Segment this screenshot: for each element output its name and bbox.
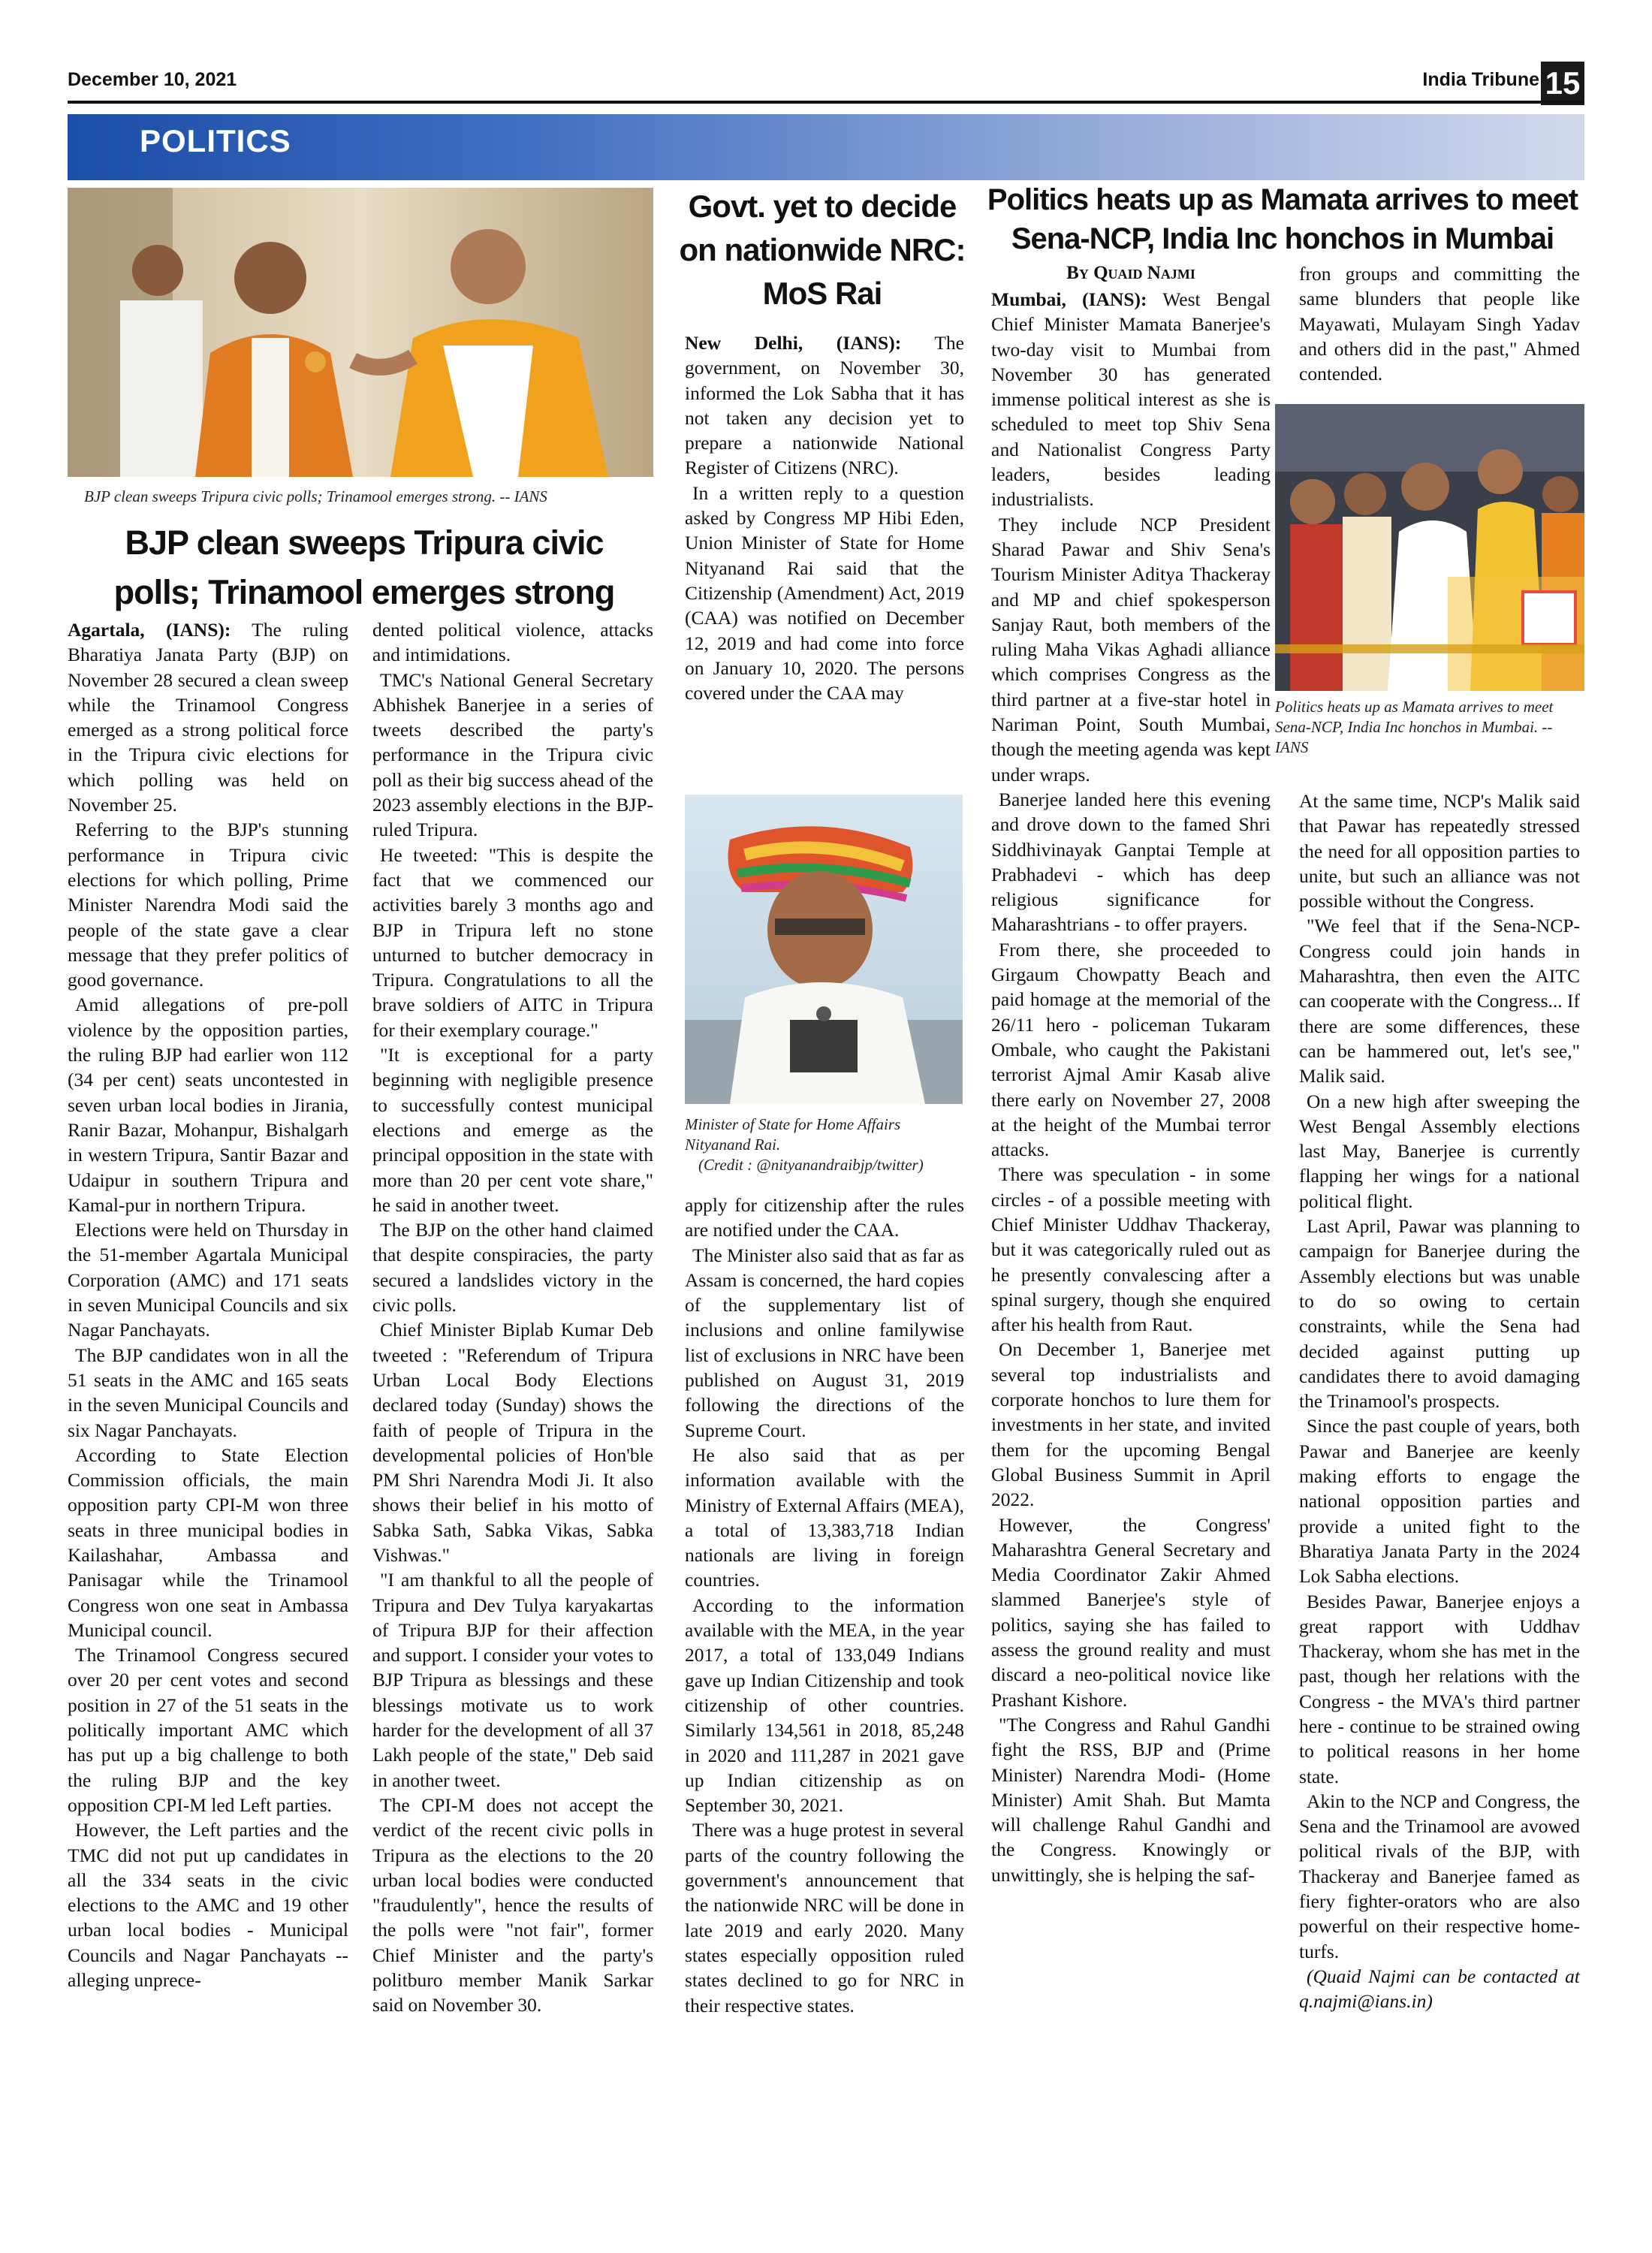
publication-name: India Tribune — [1422, 69, 1539, 90]
tripura-para: The BJP on the other hand claimed that despite conspiracies, the party secured a landslides victory in the civic polls. — [372, 1219, 653, 1317]
mamata-para: From there, she proceeded to Girgaum Chowpatty Beach and paid homage at the memorial of the 26/11 hero - policeman Tukaram Ombale, who caught the Pakistani terrorist Ajmal Amir Kasab alive there early on November 27, 2008 at the height of the Mumbai terror attacks. — [991, 938, 1271, 1161]
section-band — [68, 114, 1584, 180]
mamata-para: Last April, Pawar was planning to campaign for Banerjee during the Assembly elections but was unable to do so owing to certain constraints, while the Sena had decided against putting up candidates there to avoid damaging the Trinamool's prospects. — [1299, 1215, 1580, 1413]
tripura-para: "I am thankful to all the people of Tripura and Dev Tulya karyakartas of Tripura BJP for their affection and support. I consider your votes to BJP Tripura as blessings and these blessings motivate us to work harder for the development of all 37 Lakh people of the state," Deb said in another tweet. — [372, 1569, 653, 1791]
mamata-headline — [982, 180, 1583, 258]
nrc-headline-line1: Govt. yet to decide — [688, 189, 957, 224]
mamata-para: fron groups and committing the same blunders that people like Mayawati, Mulayam Singh Yadav and others did in the past," Ahmed contended. — [1299, 263, 1580, 385]
tripura-column-1 — [68, 617, 348, 1992]
tripura-para: He tweeted: "This is despite the fact that we commenced our activities barely 3 months ago and BJP in Tripura left no stone unturned to butcher democracy in Tripura. Congratulations to all the brave soldiers of AITC in Tripura for their exemplary courage." — [372, 843, 653, 1041]
mamata-para: Besides Pawar, Banerjee enjoys a great rapport with Uddhav Thackeray, whom she has met in the past, though her relations with the Congress - the MVA's third partner here - continue to be strained owing to political reasons in her home state. — [1299, 1590, 1580, 1787]
issue-date: December 10, 2021 — [68, 69, 237, 90]
tripura-para: Amid allegations of pre-poll violence by the opposition parties, the ruling BJP had earlier won 112 (34 per cent) seats uncontested in seven urban local bodies in Jirania, Ranir Bazar, Mohanpur, Bishalgarh in western Tripura, Santir Bazar and Udaipur in southern Tripura and Kamal-pur in northern Tripura. — [68, 994, 348, 1216]
tripura-para: Chief Minister Biplab Kumar Deb tweeted : "Referendum of Tripura Urban Local Body Elections declared today (Sunday) shows the faith of people of Tripura in the developmental policies of Hon'ble PM Shri Narendra Modi Ji. It also shows their belief in his motto of Sabka Sath, Sabka Vikas, Sabka Vishwas." — [372, 1319, 653, 1566]
tripura-para: Agartala, (IANS): The ruling Bharatiya Janata Party (BJP) on November 28 secured a clean sweep while the Trinamool Congress emerged as a strong political force in the Tripura civic elections for which polling was held on November 25. — [68, 619, 348, 816]
mamata-para: They include NCP President Sharad Pawar and Shiv Sena's Tourism Minister Aditya Thackeray and MP and chief spokesperson Sanjay Raut, both members of the ruling Maha Vikas Aghadi alliance which comprises Congress as the third partner at a five-star hotel in Nariman Point, South Mumbai, though the meeting agenda was kept under wraps. — [991, 513, 1271, 786]
mamata-para: "We feel that if the Sena-NCP-Congress could join hands in Maharashtra, then even the AITC can cooperate with the Congress... If there are some differences, these can be hammered out, let's see," Malik said. — [1299, 915, 1580, 1087]
mamata-para: However, the Congress' Maharashtra General Secretary and Media Coordinator Zakir Ahmed slammed Banerjee's style of politics, saying she has failed to assess the ground reality and must discard a neo-political novice like Prashant Kishore. — [991, 1513, 1271, 1711]
mamata-para: Mumbai, (IANS): West Bengal Chief Minister Mamata Banerjee's two-day visit to Mumbai from November 30 has generated immense political interest as she is scheduled to meet top Shiv Sena and Nationalist Congress Party leaders, besides leading industrialists. — [991, 288, 1271, 511]
tripura-para: The Trinamool Congress secured over 20 per cent votes and second position in 27 of the 51 seats in the politically important AMC which has put up a big challenge to both the ruling BJP and the key opposition CPI-M led Left parties. — [68, 1644, 348, 1816]
nrc-headline-line2: on nationwide NRC: — [679, 232, 966, 267]
mamata-photo — [1275, 404, 1584, 691]
mamata-para: There was speculation - in some circles - of a possible meeting with Chief Minister Uddhav Thackeray, but it was categorically ruled out as he presently convalescing after a spinal surgery, though she enquired after his health from Raut. — [991, 1163, 1271, 1336]
mamata-column-1 — [991, 287, 1271, 1887]
mamata-para: "The Congress and Rahul Gandhi fight the RSS, BJP and (Prime Minister) Narendra Modi- (Home Minister) Amit Shah. But Mamta will challenge Rahul Gandhi and the Congress. Knowingly or unwittingly, she is helping the saf- — [991, 1713, 1271, 1886]
mamata-contact-note: (Quaid Najmi can be contacted at q.najmi@ians.in) — [1299, 1965, 1580, 2013]
tripura-para: "It is exceptional for a party beginning with negligible presence to successfully contest municipal elections and emerge as the principal opposition in the state with more than 20 per cent vote share," he said in another tweet. — [372, 1044, 653, 1216]
tripura-para: Referring to the BJP's stunning performance in Tripura civic elections for which polling, Prime Minister Narendra Modi said the people of the state gave a clear message that they prefer politics of good governance. — [68, 819, 348, 991]
tripura-para: TMC's National General Secretary Abhishek Banerjee in a series of tweets described the party's performance in the Tripura civic poll as their big success ahead of the 2023 assembly elections in the BJP-ruled Tripura. — [372, 668, 653, 841]
nrc-headline — [676, 185, 969, 315]
tripura-para: The BJP candidates won in all the 51 seats in the AMC and 165 seats in the seven Municipal Councils and six Nagar Panchayats. — [68, 1344, 348, 1441]
tripura-headline-line1: BJP clean sweeps Tripura civic — [125, 523, 604, 562]
nrc-para: In a written reply to a question asked by Congress MP Hibi Eden, Union Minister of State for Home Nityanand Rai said that the Citizenship (Amendment) Act, 2019 (CAA) was notified on December 12, 2019 and had come into force on January 10, 2020. The persons covered under the CAA may — [685, 481, 964, 704]
mamata-photo-caption: Politics heats up as Mamata arrives to meet Sena-NCP, India Inc honchos in Mumbai. -- IANS — [1275, 698, 1554, 756]
mamata-para: On December 1, Banerjee met several top industrialists and corporate honchos to lure them for investments in her state, and invited them for the upcoming Bengal Global Business Summit in April 2022. — [991, 1338, 1271, 1511]
nrc-headline-line3: MoS Rai — [762, 276, 882, 311]
nrc-column-top — [685, 330, 964, 705]
mamata-para: Since the past couple of years, both Pawar and Banerjee are keenly making efforts to engage the national opposition parties and provide a united fight to the Bharatiya Janata Party in the 2024 Lok Sabha elections. — [1299, 1415, 1580, 1588]
mamata-dateline: Mumbai, (IANS): — [991, 288, 1147, 310]
nrc-para: There was a huge protest in several parts of the country following the government's announcement that the nationwide NRC will be done in late 2019 and early 2020. Many states especially opposition ruled states declined to go for NRC in their respective states. — [685, 1819, 964, 2016]
nrc-para: According to the information available with the MEA, in the year 2017, a total of 133,049 Indians gave up Indian Citizenship and took citizenship of other countries. Similarly 134,561 in 2018, 85,248 in 2020 and 111,287 in 2021 gave up Indian citizenship as on September 30, 2021. — [685, 1594, 964, 1817]
mamata-headline-line2: Sena-NCP, India Inc honchos in Mumbai — [1011, 222, 1554, 255]
tripura-para: Elections were held on Thursday in the 51-member Agartala Municipal Corporation (AMC) and 171 seats in seven Municipal Councils and six Nagar Panchayats. — [68, 1219, 348, 1341]
nrc-para: New Delhi, (IANS): The government, on November 30, informed the Lok Sabha that it has not taken any decision yet to prepare a nationwide National Register of Citizens (NRC). — [685, 332, 964, 479]
nrc-column-bottom — [685, 1193, 964, 2018]
tripura-headline — [68, 518, 661, 617]
nrc-para: He also said that as per information available with the Ministry of External Affairs (MEA), a total of 13,383,718 Indian nationals are living in foreign countries. — [685, 1443, 964, 1591]
nrc-photo — [685, 795, 963, 1104]
header-rule — [68, 101, 1584, 104]
nrc-photo-caption: Minister of State for Home Affairs Nityanand Rai. — [685, 1115, 901, 1154]
tripura-headline-line2: polls; Trinamool emerges strong — [113, 573, 615, 611]
mamata-column-2-top — [1299, 261, 1580, 386]
tripura-column-2 — [372, 617, 653, 2018]
mamata-byline: By Quaid Najmi — [1066, 263, 1195, 283]
mamata-para: Akin to the NCP and Congress, the Sena and the Trinamool are avowed political rivals of the BJP, with Thackeray and Banerjee famed as fiery fighter-orators who are also powerful on their respective home-turfs. — [1299, 1790, 1580, 1962]
tripura-para: According to State Election Commission officials, the main opposition party CPI-M won three seats in three municipal bodies in Kailashahar, Ambassa and Panisagar while the Trinamool Congress won one seat in Ambassa Municipal council. — [68, 1443, 348, 1641]
mamata-column-2-bottom — [1299, 789, 1580, 2014]
tripura-photo — [68, 188, 653, 477]
mamata-para: Banerjee landed here this evening and drove down to the famed Shri Siddhivinayak Ganptai Temple at Prabhadevi - which has deep religious significance for Maharashtrians - to offer prayers. — [991, 788, 1271, 936]
section-title: POLITICS — [140, 123, 291, 158]
nrc-dateline: New Delhi, (IANS): — [685, 332, 902, 354]
nrc-para: The Minister also said that as far as Assam is concerned, the hard copies of the supplementary list of inclusions and online familywise list of exclusions in NRC have been published on August 31, 2019 following the directions of the Supreme Court. — [685, 1244, 964, 1441]
nrc-para: apply for citizenship after the rules are notified under the CAA. — [685, 1194, 964, 1241]
tripura-para: dented political violence, attacks and intimidations. — [372, 619, 653, 666]
tripura-para: The CPI-M does not accept the verdict of the recent civic polls in Tripura as the elections to the 20 urban local bodies were conducted "fraudulently", hence the results of the polls were "not fair", former Chief Minister and the party's politburo member Manik Sarkar said on November 30. — [372, 1793, 653, 2016]
nrc-photo-credit: (Credit : @nityanandraibjp/twitter) — [698, 1156, 924, 1174]
tripura-para: However, the Left parties and the TMC did not put up candidates in all the 334 seats in the civic elections to the AMC and 19 other urban local bodies - Municipal Councils and Nagar Panchayats -- alleging unprece- — [68, 1819, 348, 1992]
mamata-para: On a new high after sweeping the West Bengal Assembly elections last May, Banerjee is currently flapping her wings for a national political flight. — [1299, 1090, 1580, 1212]
page-number: 15 — [1541, 62, 1584, 105]
mamata-para: At the same time, NCP's Malik said that Pawar has repeatedly stressed the need for all opposition parties to unite, but such an alliance was not possible without the Congress. — [1299, 790, 1580, 912]
tripura-dateline: Agartala, (IANS): — [68, 619, 231, 641]
mamata-headline-line1: Politics heats up as Mamata arrives to meet — [987, 183, 1578, 216]
tripura-photo-caption: BJP clean sweeps Tripura civic polls; Trinamool emerges strong. -- IANS — [84, 487, 547, 505]
